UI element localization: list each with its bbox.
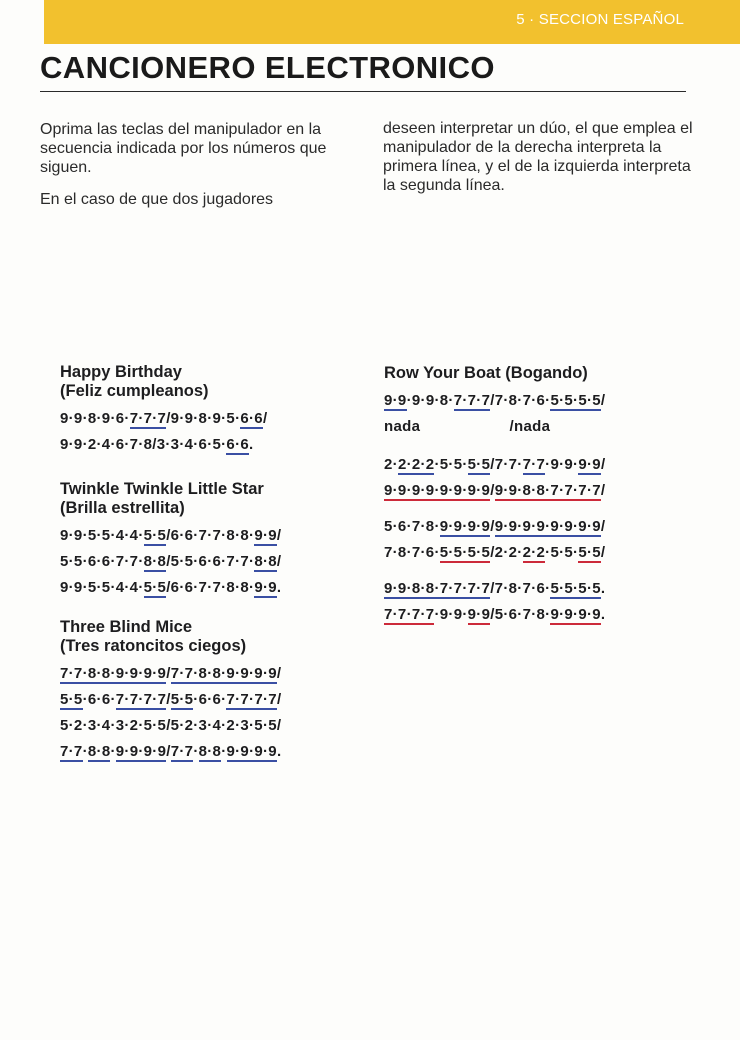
notes: .: [276, 743, 282, 760]
intro-paragraph-1: Oprima las teclas del manipulador en la secuencia indicada por los números que siguen.: [40, 121, 327, 176]
notes: /: [600, 544, 606, 561]
notes: nada /nada: [384, 418, 551, 435]
sequence-block: [60, 666, 281, 770]
header-bar: [44, 0, 740, 44]
notes: /: [276, 665, 282, 682]
notes: /7·8·7·6·: [490, 392, 551, 409]
section-label: 5 · SECCION ESPAÑOL: [516, 11, 684, 28]
underlined-notes-blue: 9·9·9·9: [226, 743, 277, 760]
sequence-line: [384, 457, 605, 483]
underlined-notes-blue: 7·7·7: [453, 392, 491, 409]
sequence-line: [60, 411, 267, 437]
notes: /: [276, 691, 282, 708]
notes: .: [600, 580, 606, 597]
duet-group-2: [384, 457, 605, 509]
notes: /: [276, 553, 282, 570]
song-three-blind-mice: [60, 618, 281, 770]
underlined-notes-blue: 7·7·7·7: [226, 691, 277, 708]
song-row-your-boat: [384, 364, 605, 645]
sequence-line: [60, 437, 267, 463]
notes: 9·9·5·5·4·4·: [60, 527, 144, 544]
underlined-notes-blue: 9·9·9·9: [439, 518, 491, 535]
underlined-notes-blue: 9·9: [254, 527, 277, 544]
sequence-line: [60, 528, 281, 554]
underlined-notes-blue: 5·5: [467, 456, 491, 473]
sequence-line: [384, 581, 605, 607]
sequence-line: [384, 483, 605, 509]
sequence-line: [384, 393, 605, 419]
notes: ·6·6·: [82, 691, 116, 708]
intro-paragraph-3: deseen interpretar un dúo, el que emplea el manipulador de la derecha interpreta la primera línea, y el de la izquierda interpreta la segunda línea.: [383, 120, 693, 194]
underlined-notes-blue: 9·9·8·8·7·7·7·7: [384, 580, 491, 597]
notes: /: [166, 691, 171, 708]
notes: ·: [193, 743, 199, 760]
underlined-notes-blue: 7·7: [170, 743, 194, 760]
title-divider: [40, 91, 686, 92]
underlined-notes-blue: 5·5: [143, 579, 167, 596]
underlined-notes-blue: 8·8: [87, 743, 111, 760]
song-title: [60, 480, 281, 518]
song-title-text: Happy Birthday: [60, 363, 182, 381]
underlined-notes-red: 9·9·9·9: [550, 606, 601, 623]
duet-group-3: [384, 519, 605, 571]
intro-paragraph-2: En el caso de que dos jugadores: [40, 191, 274, 208]
notes: 5·6·7·8·: [384, 518, 440, 535]
underlined-notes-blue: 9·9: [384, 392, 407, 409]
notes: 5·2·3·4·3·2·5·5/5·2·3·4·2·3·5·5/: [60, 717, 282, 734]
underlined-notes-blue: 5·5: [143, 527, 167, 544]
underlined-notes-blue: 7·7: [60, 743, 83, 760]
song-subtitle-text: (Tres ratoncitos ciegos): [60, 637, 247, 655]
sequence-line: [384, 545, 605, 571]
sequence-line: [60, 692, 281, 718]
notes: 2·: [384, 456, 398, 473]
underlined-notes-blue: 8·8: [254, 553, 277, 570]
duet-group-1: [384, 393, 605, 445]
notes: ·: [82, 743, 88, 760]
underlined-notes-blue: 7·7: [522, 456, 546, 473]
underlined-notes-red: 5·5·5·5: [439, 544, 491, 561]
sequence-line: [384, 607, 605, 633]
song-subtitle-text: (Feliz cumpleanos): [60, 382, 209, 400]
underlined-notes-blue: 7·7·7·7: [115, 691, 167, 708]
notes: ·: [221, 743, 227, 760]
underlined-notes-blue: 2·2·2: [397, 456, 435, 473]
notes: ·9·9·: [434, 606, 468, 623]
notes: 9·9·2·4·6·7·8/3·3·4·6·5·: [60, 436, 227, 453]
sequence-line: [60, 580, 281, 606]
song-title-text: Twinkle Twinkle Little Star: [60, 480, 264, 498]
notes: 9·9·8·9·6·: [60, 410, 130, 427]
notes: /: [600, 392, 606, 409]
notes: /: [490, 518, 495, 535]
underlined-notes-blue: 7·7·8·8·9·9·9·9: [170, 665, 277, 682]
sequence-line: [60, 666, 281, 692]
song-title: [384, 364, 605, 383]
underlined-notes-red: 9·9·8·8·7·7·7·7: [494, 482, 601, 499]
song-twinkle-twinkle: [60, 480, 281, 606]
underlined-notes-red: 7·7·7·7: [384, 606, 435, 623]
underlined-notes-blue: 7·7·8·8·9·9·9·9: [60, 665, 167, 682]
notes: /: [600, 518, 606, 535]
notes: ·9·9·8·: [406, 392, 454, 409]
page-title: CANCIONERO ELECTRONICO: [40, 50, 495, 85]
underlined-notes-blue: 9·9: [254, 579, 277, 596]
sequence-groups: [384, 393, 605, 633]
notes: ·5·5·: [545, 544, 579, 561]
sequence-block: [60, 528, 281, 606]
underlined-notes-blue: 9·9: [578, 456, 601, 473]
underlined-notes-red: 2·2: [522, 544, 546, 561]
notes: /5·5·6·6·7·7·: [166, 553, 255, 570]
underlined-notes-red: 9·9·9·9·9·9·9·9: [384, 482, 491, 499]
underlined-notes-blue: 5·5·5·5: [550, 392, 601, 409]
underlined-notes-blue: 6·6: [240, 410, 263, 427]
notes: .: [276, 579, 282, 596]
sequence-line: [60, 718, 281, 744]
notes: /: [600, 456, 606, 473]
intro-left-column: [40, 120, 340, 222]
notes: ·9·9·: [545, 456, 579, 473]
notes: 5·5·6·6·7·7·: [60, 553, 144, 570]
underlined-notes-blue: 7·7·7: [129, 410, 167, 427]
underlined-notes-blue: 5·5: [170, 691, 194, 708]
underlined-notes-red: 5·5: [578, 544, 601, 561]
notes: /: [166, 743, 171, 760]
notes: ·6·6·: [193, 691, 227, 708]
notes: /: [276, 527, 282, 544]
notes: /: [166, 665, 171, 682]
intro-right-column: [383, 119, 703, 208]
underlined-notes-blue: 9·9·9·9·9·9·9·9: [494, 518, 601, 535]
duet-group-4: [384, 581, 605, 633]
song-title-text: Three Blind Mice: [60, 618, 193, 636]
notes: 9·9·5·5·4·4·: [60, 579, 144, 596]
notes: /9·9·8·9·5·: [166, 410, 241, 427]
underlined-notes-blue: 9·9·9·9: [115, 743, 167, 760]
notes: /6·6·7·7·8·8·: [166, 579, 255, 596]
notes: ·5·5·: [434, 456, 468, 473]
notes: /5·6·7·8·: [490, 606, 551, 623]
sequence-line: [384, 519, 605, 545]
notes: 7·8·7·6·: [384, 544, 440, 561]
underlined-notes-blue: 5·5·5·5: [550, 580, 601, 597]
notes: /6·6·7·7·8·8·: [166, 527, 255, 544]
song-title-text: Row Your Boat (Bogando): [384, 364, 588, 382]
song-title: [60, 363, 267, 401]
underlined-notes-red: 9·9: [467, 606, 491, 623]
notes: /: [600, 482, 606, 499]
notes: .: [600, 606, 606, 623]
song-subtitle-text: (Brilla estrellita): [60, 499, 185, 517]
underlined-notes-blue: 8·8: [198, 743, 222, 760]
notes: /2·2·: [490, 544, 523, 561]
notes: /7·7·: [490, 456, 523, 473]
notes: ·: [110, 743, 116, 760]
notes: /: [262, 410, 268, 427]
sequence-line: [60, 554, 281, 580]
sequence-line: [60, 744, 281, 770]
song-happy-birthday: [60, 363, 267, 463]
notes: .: [249, 436, 254, 453]
underlined-notes-blue: 8·8: [143, 553, 167, 570]
sequence-line: [384, 419, 605, 445]
notes: /7·8·7·6·: [490, 580, 551, 597]
underlined-notes-blue: 5·5: [60, 691, 83, 708]
sequence-block: [60, 411, 267, 463]
notes: /: [490, 482, 495, 499]
song-title: [60, 618, 281, 656]
underlined-notes-blue: 6·6: [226, 436, 250, 453]
